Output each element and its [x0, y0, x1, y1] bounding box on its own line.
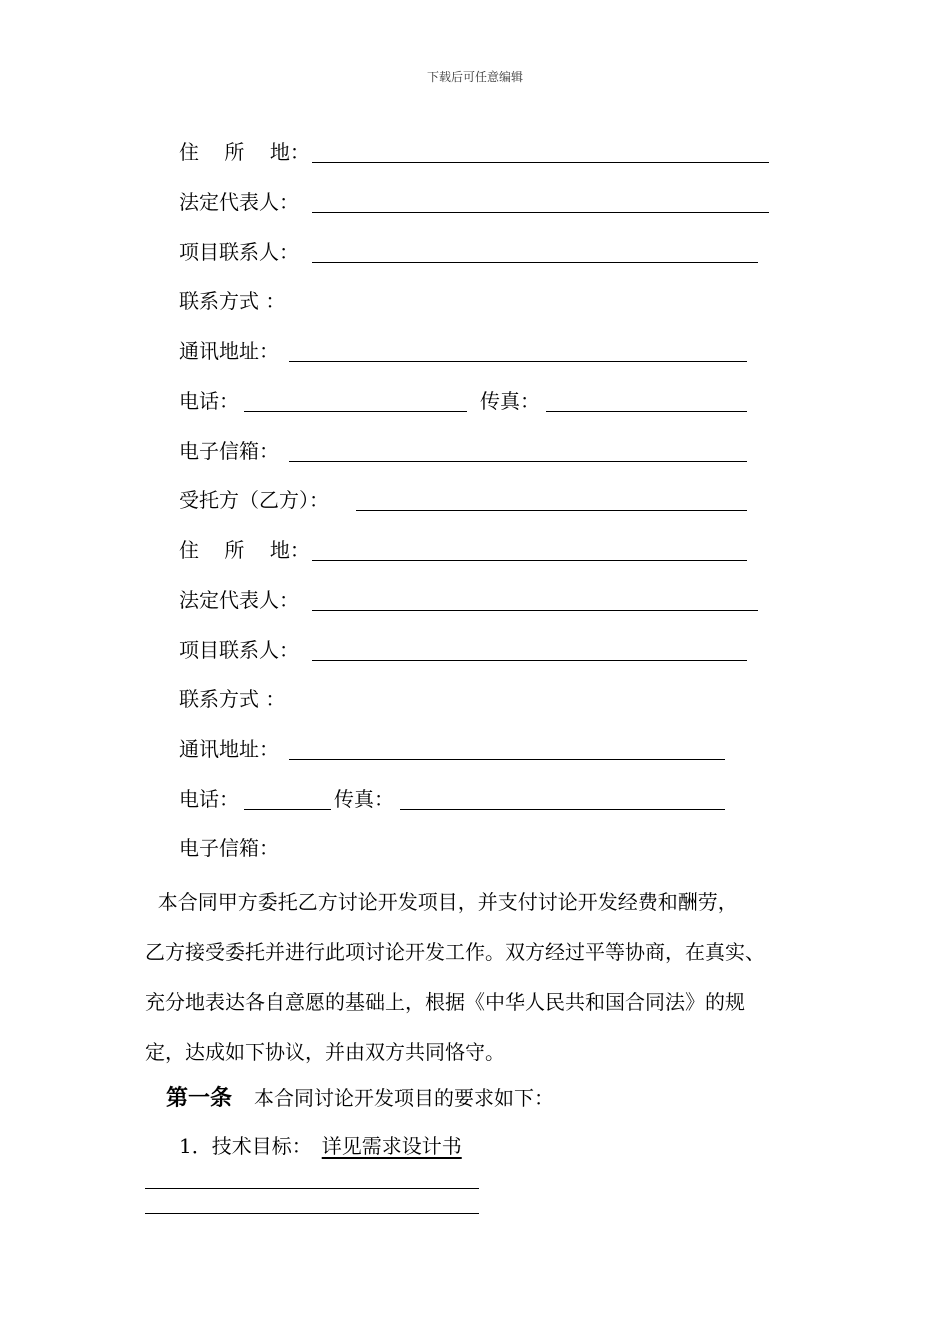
- preamble-line-2: 乙方接受委托并进行此项讨论开发工作。双方经过平等协商，在真实、: [145, 940, 765, 964]
- party-b-legal-rep-field[interactable]: [312, 610, 758, 611]
- party-b-mailing-address-field[interactable]: [289, 759, 725, 760]
- article-1-number: 第一条: [166, 1086, 233, 1111]
- preamble-line-4: 定，达成如下协议，并由双方共同恪守。: [145, 1040, 505, 1064]
- party-a-project-contact-row: [179, 237, 779, 267]
- blank-line-2[interactable]: [145, 1213, 479, 1214]
- party-b-phone-label: 电话：: [179, 787, 239, 811]
- party-b-phone-field[interactable]: [244, 809, 331, 810]
- page-header: 下载后可任意编辑: [426, 70, 523, 84]
- party-a-address-field[interactable]: [312, 162, 769, 163]
- party-b-project-contact-row: [179, 635, 779, 665]
- party-a-address-row: [179, 137, 779, 167]
- party-b-email-row: [179, 833, 279, 863]
- party-a-contact-method-label: 联系方式 ：: [179, 289, 286, 313]
- party-a-email-row: [179, 436, 779, 466]
- article-1-heading: [166, 1080, 554, 1116]
- technical-goal-value[interactable]: 详见需求设计书: [321, 1134, 462, 1158]
- party-a-mailing-address-label: 通讯地址：: [179, 339, 279, 363]
- party-a-legal-rep-label: 法定代表人：: [179, 190, 299, 214]
- party-b-address-field[interactable]: [312, 560, 747, 561]
- party-a-phone-label: 电话：: [179, 389, 239, 413]
- article-1-text: 本合同讨论开发项目的要求如下：: [254, 1086, 555, 1110]
- party-a-legal-rep-field[interactable]: [312, 212, 769, 213]
- party-b-title-row: [179, 485, 779, 515]
- party-b-phone-fax-row: [179, 784, 779, 814]
- party-b-project-contact-field[interactable]: [312, 660, 747, 661]
- technical-goal-row: [179, 1131, 462, 1161]
- party-a-project-contact-label: 项目联系人：: [179, 240, 299, 264]
- party-a-legal-rep-row: [179, 187, 779, 217]
- party-a-fax-field[interactable]: [546, 411, 747, 412]
- party-a-mailing-address-field[interactable]: [289, 361, 747, 362]
- party-a-address-label: 住 所 地：: [179, 140, 310, 164]
- party-a-phone-fax-row: [179, 386, 779, 416]
- blank-line-1[interactable]: [145, 1188, 479, 1189]
- party-b-mailing-address-label: 通讯地址：: [179, 737, 279, 761]
- party-b-fax-label: 传真：: [334, 787, 394, 811]
- contract-preamble: [145, 877, 855, 1077]
- party-b-title-label: 受托方（乙方）：: [179, 488, 329, 512]
- party-b-address-label: 住 所 地：: [179, 538, 310, 562]
- party-a-phone-field[interactable]: [244, 411, 467, 412]
- party-a-email-label: 电子信箱：: [179, 439, 279, 463]
- party-b-mailing-address-row: [179, 734, 779, 764]
- preamble-line-3: 充分地表达各自意愿的基础上，根据《中华人民共和国合同法》的规: [145, 990, 745, 1014]
- party-b-fax-field[interactable]: [400, 809, 725, 810]
- party-b-contact-method-label: 联系方式 ：: [179, 687, 286, 711]
- party-b-address-row: [179, 535, 779, 565]
- party-a-project-contact-field[interactable]: [312, 262, 758, 263]
- preamble-line-1: 本合同甲方委托乙方讨论开发项目，并支付讨论开发经费和酬劳，: [145, 890, 738, 914]
- party-b-legal-rep-label: 法定代表人：: [179, 588, 299, 612]
- party-b-legal-rep-row: [179, 585, 779, 615]
- party-a-contact-method-row: [179, 286, 285, 316]
- party-a-mailing-address-row: [179, 336, 779, 366]
- party-a-fax-label: 传真：: [480, 389, 540, 413]
- party-b-name-field[interactable]: [356, 510, 747, 511]
- party-b-contact-method-row: [179, 684, 285, 714]
- party-b-email-label: 电子信箱：: [179, 836, 279, 860]
- party-a-email-field[interactable]: [289, 461, 747, 462]
- technical-goal-label: 1．技术目标：: [179, 1134, 312, 1158]
- party-b-project-contact-label: 项目联系人：: [179, 638, 299, 662]
